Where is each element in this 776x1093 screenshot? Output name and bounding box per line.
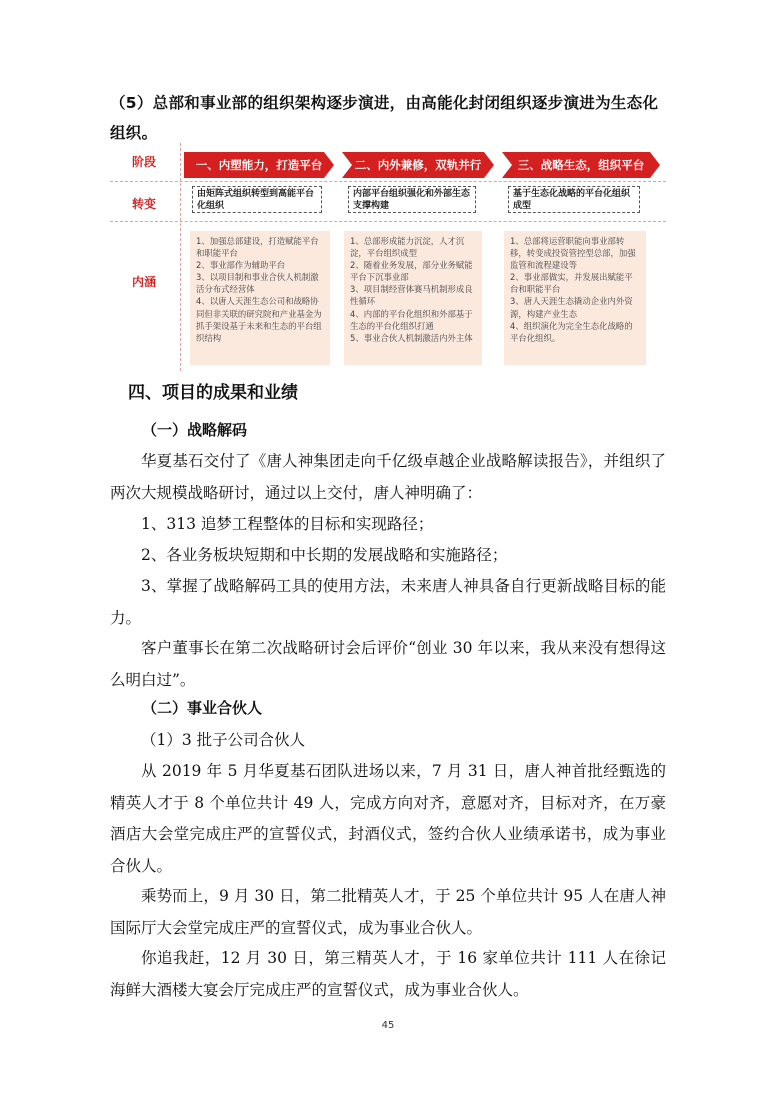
list-item: 2、事业部作为辅助平台 (196, 260, 286, 271)
list-item: 3、掌握了战略解码工具的使用方法，未来唐人神具备自行更新战略目标的能力。 (110, 577, 666, 627)
paragraph: 你追我赶，12 月 30 日，第三精英人才，于 16 家单位共计 111 人在徐记海鲜大酒楼大宴会厅完成庄严的宣誓仪式，成为事业合伙人。 (110, 949, 666, 999)
sub-subsection-title: （1）3 批子公司合伙人 (141, 731, 306, 749)
divider-line (110, 221, 666, 222)
divider-line (180, 143, 181, 371)
divider-line (110, 181, 666, 182)
list-item: 3、以项目制和事业合伙人机制激活分布式经营体 (196, 272, 319, 295)
stage-banner-1 (184, 152, 334, 178)
row-label-transform: 转变 (131, 197, 156, 211)
transform-box-1: 由矩阵式组织转型到高能平台化组织 (192, 186, 322, 213)
connotation-box-2 (344, 231, 482, 365)
paragraph: 乘势而上，9 月 30 日，第二批精英人才，于 25 个单位共计 95 人在唐人神国际厅大会堂完成庄严的宣誓仪式，成为事业合伙人。 (110, 887, 666, 937)
stage-title-1: 一、内塑能力，打造平台 (195, 158, 323, 172)
row-label-stage: 阶段 (131, 155, 156, 169)
stage-title-2: 二、内外兼修，双轨并行 (354, 158, 482, 172)
list-item: 2、事业部做实，并发展出赋能平台和职能平台 (510, 272, 633, 295)
stage-banner-2 (342, 152, 494, 178)
connotation-box-1 (190, 231, 330, 365)
list-item: 4、以唐人天涯生态公司和战略协同但非关联的研究院和产业基金为抓手架设基于未来和生态的平台组织结构 (196, 296, 322, 343)
paragraph: 从 2019 年 5 月华夏基石团队进场以来，7 月 31 日，唐人神首批经甄选的精英人才于 8 个单位共计 49 人，完成方向对齐，意愿对齐，目标对齐，在万豪酒店大会堂完成庄严的宣誓仪式，封酒仪式，签约合伙人业绩承诺书，成为事业合伙人。 (110, 762, 666, 875)
list-item: 1、总部形成能力沉淀，人才沉淀，平台组织成型 (350, 236, 465, 259)
row-label-connotation: 内涵 (131, 275, 156, 289)
list-item: 3、项目制经营体赛马机制形成良性循环 (350, 284, 473, 307)
paragraph: 客户董事长在第二次战略研讨会后评价“创业 30 年以来，我从来没有想得这么明白过”。 (110, 639, 666, 689)
stage-banner-3 (502, 152, 660, 178)
stage-title-3: 三、战略生态，组织平台 (517, 158, 645, 172)
list-item: 2、各业务板块短期和中长期的发展战略和实施路径； (141, 546, 508, 564)
paragraph: 华夏基石交付了《唐人神集团走向千亿级卓越企业战略解读报告》，并组织了两次大规模战略研讨，通过以上交付，唐人神明确了： (110, 452, 666, 502)
stage-banners (184, 152, 664, 178)
transform-box-3: 基于生态化战略的平台化组织成型 (508, 186, 640, 213)
subsection-title-1: （一）战略解码 (142, 421, 248, 439)
transform-box-2: 内部平台组织强化和外部生态支撑构建 (348, 186, 476, 213)
subsection-title-2: （二）事业合伙人 (142, 699, 263, 717)
list-item: 2、随着业务发展，部分业务赋能平台下沉事业部 (350, 260, 473, 283)
list-item: 5、事业合伙人机制激活内外主体 (350, 332, 473, 343)
list-item: 4、组织演化为完全生态化战略的平台化组织。 (510, 320, 633, 343)
list-item: 1、总部将运营职能向事业部转移，转变成投资管控型总部，加强监管和流程建设等 (510, 236, 636, 271)
connotation-box-3 (504, 231, 646, 365)
list-item: 3、唐人天涯生态撬动企业内外资源，构建产业生态 (510, 296, 633, 319)
list-item: 1、加强总部建设，打造赋能平台和职能平台 (196, 236, 319, 259)
page-number: 45 (381, 1020, 395, 1031)
org-evolution-diagram (110, 143, 666, 371)
list-item: 1、313 追梦工程整体的目标和实现路径； (141, 515, 434, 533)
section-title-4: 四、项目的成果和业绩 (128, 383, 298, 403)
section-heading-5: （5）总部和事业部的组织架构逐步演进，由高能化封闭组织逐步演进为生态化组织。 (110, 94, 659, 142)
list-item: 4、内部的平台化组织和外部基于生态的平台化组织打通 (350, 308, 473, 331)
